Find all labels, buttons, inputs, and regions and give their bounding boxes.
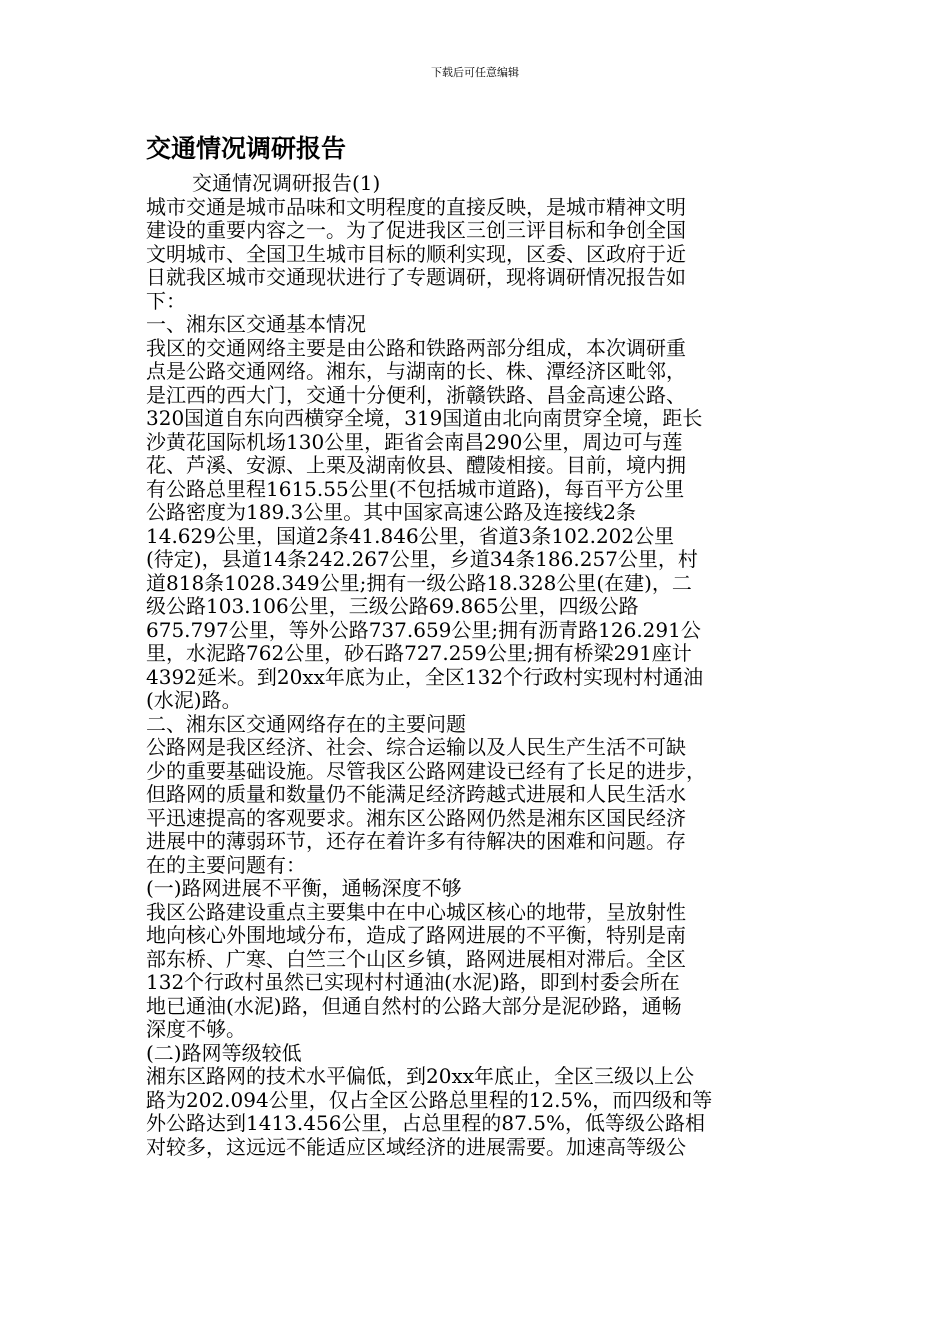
body-line: 有公路总里程1615.55公里(不包括城市道路)，每百平方公里 (146, 476, 685, 501)
body-line: 文明城市、全国卫生城市目标的顺利实现，区委、区政府于近 (146, 241, 686, 266)
page-header: 下载后可任意编辑 (431, 66, 519, 79)
body-line: 深度不够。 (146, 1017, 246, 1041)
section-heading: 二、湘东区交通网络存在的主要问题 (146, 711, 466, 736)
body-line: 外公路达到1413.456公里，占总里程的87.5%，低等级公路相 (146, 1111, 705, 1135)
body-line: 下： (146, 288, 186, 313)
body-line: (待定)，县道14条242.267公里，乡道34条186.257公里，村 (146, 547, 698, 571)
body-line: 地已通油(水泥)路，但通自然村的公路大部分是泥砂路，通畅 (146, 993, 682, 1018)
body-line: 公路密度为189.3公里。其中国家高速公路及连接线2条 (146, 500, 636, 524)
body-line: 建设的重要内容之一。为了促进我区三创三评目标和争创全国 (146, 218, 686, 242)
body-line: 沙黄花国际机场130公里，距省会南昌290公里，周边可与莲 (146, 429, 683, 454)
body-line: 675.797公里，等外公路737.659公里;拥有沥青路126.291公 (146, 617, 701, 642)
body-line: 湘东区路网的技术水平偏低，到20xx年底止，全区三级以上公 (146, 1064, 695, 1088)
section-subtitle: 交通情况调研报告(1) (192, 171, 381, 195)
body-line: 路为202.094公里，仅占全区公路总里程的12.5%，而四级和等 (146, 1087, 713, 1112)
body-line: 级公路103.106公里，三级公路69.865公里，四级公路 (146, 594, 639, 618)
body-line: 我区公路建设重点主要集中在中心城区核心的地带，呈放射性 (146, 899, 686, 924)
body-line: 公路网是我区经济、社会、综合运输以及人民生产生活不可缺 (146, 735, 686, 759)
body-line: 是江西的西大门，交通十分便利，浙赣铁路、昌金高速公路、 (146, 382, 686, 407)
body-line: 14.629公里，国道2条41.846公里，省道3条102.202公里 (146, 523, 675, 548)
subsection-heading: (一)路网进展不平衡，通畅深度不够 (146, 876, 462, 900)
body-line: 在的主要问题有： (146, 852, 306, 877)
body-line: 里，水泥路762公里，砂石路727.259公里;拥有桥梁291座计 (146, 641, 692, 665)
body-line: 我区的交通网络主要是由公路和铁路两部分组成，本次调研重 (146, 335, 686, 360)
body-line: 地向核心外围地域分布，造成了路网进展的不平衡，特别是南 (146, 923, 686, 947)
body-line: 但路网的质量和数量仍不能满足经济跨越式进展和人民生活水 (146, 782, 686, 806)
body-line: 道818条1028.349公里;拥有一级公路18.328公里(在建)，二 (146, 570, 692, 595)
subsection-heading: (二)路网等级较低 (146, 1040, 302, 1065)
body-line: 城市交通是城市品味和文明程度的直接反映，是城市精神文明 (146, 194, 686, 219)
body-line: 320国道自东向西横穿全境，319国道由北向南贯穿全境，距长 (146, 406, 703, 430)
body-line: 花、芦溪、安源、上栗及湖南攸县、醴陵相接。目前，境内拥 (146, 453, 686, 477)
document-title: 交通情况调研报告 (146, 134, 347, 163)
section-heading: 一、湘东区交通基本情况 (146, 312, 366, 336)
body-line: 对较多，这远远不能适应区域经济的进展需要。加速高等级公 (146, 1134, 686, 1159)
body-line: 进展中的薄弱环节，还存在着许多有待解决的困难和问题。存 (146, 829, 686, 853)
body-line: 平迅速提高的客观要求。湘东区公路网仍然是湘东区国民经济 (146, 805, 686, 830)
document-body (146, 172, 811, 1159)
body-line: 部东桥、广寒、白竺三个山区乡镇，路网进展相对滞后。全区 (146, 946, 686, 971)
body-line: (水泥)路。 (146, 688, 242, 712)
body-line: 4392延米。到20xx年底为止，全区132个行政村实现村村通油 (146, 664, 704, 689)
body-line: 点是公路交通网络。湘东，与湖南的长、株、潭经济区毗邻， (146, 359, 686, 383)
body-line: 少的重要基础设施。尽管我区公路网建设已经有了长足的进步， (146, 758, 706, 783)
body-line: 132个行政村虽然已实现村村通油(水泥)路，即到村委会所在 (146, 970, 680, 994)
body-line: 日就我区城市交通现状进行了专题调研，现将调研情况报告如 (146, 265, 686, 289)
